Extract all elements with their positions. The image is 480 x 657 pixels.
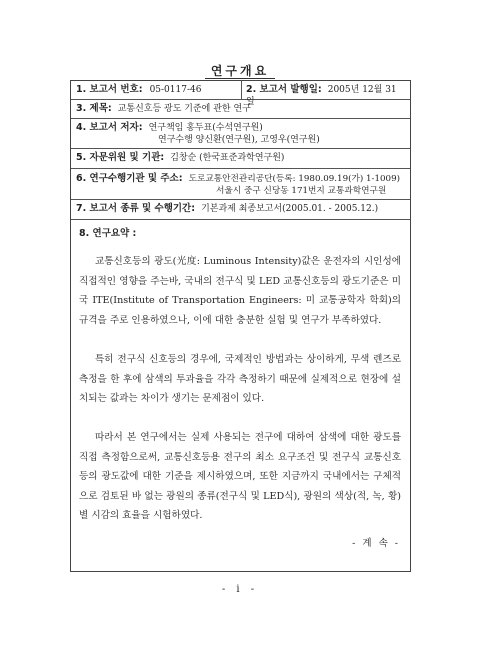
research-overview-form — [70, 80, 411, 572]
subject-value: 교통신호등 광도 기준에 관한 연구 — [117, 104, 251, 114]
row-report-info — [71, 81, 410, 107]
report-type-value: 기본과제 최종보고서(2005.01. - 2005.12.) — [201, 204, 379, 214]
row-summary — [71, 220, 410, 570]
authors-line2: 연구수행 양신환(연구원), 고영우(연구원) — [158, 135, 320, 145]
summary-paragraph-1: 교통신호등의 광도(光度: Luminous Intensity)값은 운전자의 시인성에 직접적인 영향을 주는바, 국내의 전구식 및 LED 교통신호등의 광도기준은 미국 ITE(Institute of Transportation Engineers: 미 교통공학자 학회)의 규격을 주로 인용하였으나, 이에 대한 충분한 실험 및 연구가 부족하였다. — [79, 256, 401, 326]
row-institution — [71, 169, 410, 200]
publish-date-value: 2005년 12월 31일 — [246, 85, 397, 107]
row-subject — [71, 100, 410, 119]
institution-line1: 도로교통안전관리공단(등록: 1980.09.19(가) 1-1009) — [188, 174, 400, 184]
authors-line1: 연구책임 홍두표(수석연구원) — [148, 123, 263, 133]
publish-date-label: 2. 보고서 발행일: — [246, 84, 322, 95]
title-underline — [205, 78, 275, 79]
summary-paragraph-2: 특히 전구식 신호등의 경우에, 국제적인 방법과는 상이하게, 무색 렌즈로 측정을 한 후에 삼색의 투과율을 각각 측정하기 때문에 실제적으로 현장에 설치되는 값과는 차이가 생기는 문제점이 있다. — [79, 354, 401, 405]
institution-line2: 서울시 중구 신당동 171번지 교통과학연구원 — [216, 186, 387, 196]
page-title: 연구개요 — [210, 64, 270, 78]
summary-heading: 8. 연구요약 : — [79, 228, 137, 239]
page-number: - i - — [221, 584, 259, 595]
row-report-type — [71, 200, 410, 220]
continued-marker: - 계 속 - — [352, 538, 400, 549]
authors-label: 4. 보고서 저자: — [76, 122, 143, 133]
row-advisor — [71, 149, 410, 169]
summary-paragraph-3: 따라서 본 연구에서는 실제 사용되는 전구에 대하여 삼색에 대한 광도를 직접 측정함으로써, 교통신호등용 전구의 최소 요구조건 및 전구식 교통신호등의 광도값에 대한 기준을 제시하였으며, 또한 지금까지 국내에서는 구체적으로 검토된 바 없는 광원의 종류(전구식 및 LED식), 광원의 색상(적, 녹, 황)별 시감의 효율을 시험하였다. — [79, 432, 401, 522]
advisor-value: 김창순 (한국표준과학연구원) — [170, 153, 285, 163]
report-number-value: 05-0117-46 — [149, 85, 202, 95]
institution-label: 6. 연구수행기관 및 주소: — [76, 173, 183, 184]
report-type-label: 7. 보고서 종류 및 수행기간: — [76, 203, 196, 214]
advisor-label: 5. 자문위원 및 기관: — [76, 152, 165, 163]
subject-label: 3. 제목: — [76, 103, 112, 114]
report-number-label: 1. 보고서 번호: — [76, 84, 143, 95]
row-authors — [71, 119, 410, 149]
